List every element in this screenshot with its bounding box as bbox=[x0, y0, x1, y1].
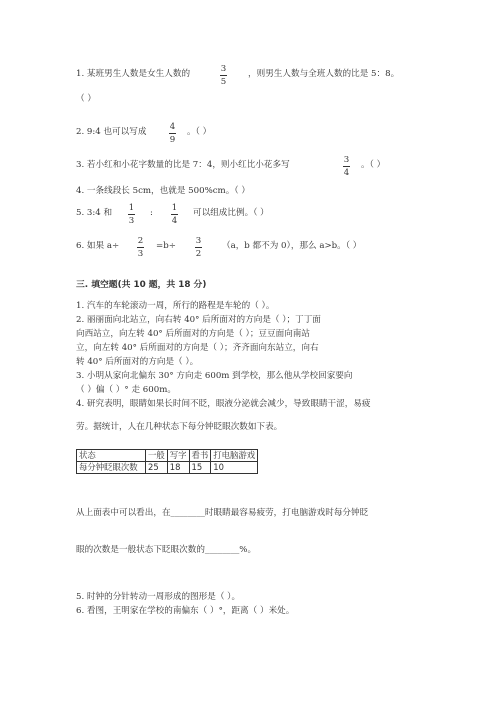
table-cell: 18 bbox=[167, 462, 189, 474]
question-2-text: 2. 9:4 也可以写成 bbox=[76, 127, 147, 137]
question-5-fraction-2 bbox=[171, 203, 178, 226]
fraction-numerator: 3 bbox=[195, 236, 202, 246]
question-5-text: 5. 3:4 和 bbox=[76, 208, 113, 218]
fill-line-5: 转 40° 后所面对的方向是（ ）。 bbox=[76, 357, 199, 367]
question-2-text-end: 。（ ） bbox=[187, 127, 212, 137]
fill-line-7: （ ）偏（ ）° 走 600m。 bbox=[76, 385, 176, 395]
after-line-2: 眼的次数是一般状态下眨眼次数的________%。 bbox=[76, 545, 257, 555]
question-1-text: 1. 某班男生人数是女生人数的 bbox=[76, 69, 191, 79]
fraction-numerator: 3 bbox=[220, 64, 227, 74]
question-4-text: 4. 一条线段长 5cm，也就是 500%cm。（ ） bbox=[76, 186, 250, 196]
fraction-bar bbox=[343, 166, 350, 167]
fraction-numerator: 1 bbox=[171, 203, 178, 213]
fill-line-2: 2. 丽丽面向北站立，向右转 40° 后所面对的方向是（ ）；丁丁面 bbox=[76, 315, 321, 325]
fill-line-1: 1. 汽车的车轮滚动一周，所行的路程是车轮的（ ）。 bbox=[76, 301, 275, 311]
fill-line-3: 向西站立，向左转 40° 后所面对的方向是（ ）；豆豆面向南站 bbox=[76, 329, 310, 339]
fill-line-8: 4. 研究表明，眼睛如果长时间不眨，眼液分泌就会减少，导致眼睛干涩，易疲 bbox=[76, 399, 371, 409]
table-row bbox=[77, 462, 258, 474]
table-cell: 状态 bbox=[77, 450, 146, 462]
table-cell: 15 bbox=[189, 462, 211, 474]
after-line-3: 5. 时钟的分针转动一周形成的图形是（ ）。 bbox=[76, 592, 241, 602]
fraction-denominator: 9 bbox=[169, 135, 176, 145]
question-5-colon: : bbox=[150, 208, 153, 218]
fraction-denominator: 2 bbox=[195, 249, 202, 259]
blink-rate-table bbox=[76, 449, 258, 474]
fraction-numerator: 4 bbox=[169, 122, 176, 132]
table-cell: 每分钟眨眼次数 bbox=[77, 462, 146, 474]
fill-line-6: 3. 小明从家向北偏东 30° 方向走 600m 到学校，那么他从学校回家要向 bbox=[76, 371, 353, 381]
question-6-text: 6. 如果 a÷ bbox=[76, 241, 120, 251]
question-3-text: 3. 若小红和小花字数量的比是 7：4，则小红比小花多写 bbox=[76, 160, 290, 170]
question-5-text-end: 可以组成比例。（ ） bbox=[193, 208, 269, 218]
fraction-numerator: 2 bbox=[137, 236, 144, 246]
fraction-denominator: 5 bbox=[220, 77, 227, 87]
question-1-answer-blank: （ ） bbox=[76, 94, 96, 104]
question-6-fraction-2 bbox=[195, 236, 202, 259]
fraction-bar bbox=[169, 133, 176, 134]
section-3-title: 三. 填空题(共 10 题，共 18 分) bbox=[76, 280, 207, 290]
table-cell: 25 bbox=[146, 462, 168, 474]
fraction-numerator: 1 bbox=[128, 203, 135, 213]
fraction-denominator: 3 bbox=[137, 249, 144, 259]
question-3-text-end: 。（ ） bbox=[361, 160, 386, 170]
after-line-1: 从上面表中可以看出，在________时眼睛最容易疲劳，打电脑游戏时每分钟眨 bbox=[76, 508, 369, 518]
fill-line-9: 劳。据统计，人在几种状态下每分钟眨眼次数如下表。 bbox=[76, 422, 283, 432]
question-2-fraction bbox=[169, 122, 176, 145]
question-6-text-end: （a，b 都不为 0），那么 a>b。（ ） bbox=[222, 241, 362, 251]
fraction-numerator: 3 bbox=[343, 155, 350, 165]
after-line-4: 6. 看图，王明家在学校的南偏东（ ）°，距离（ ）米处。 bbox=[76, 606, 295, 616]
question-3-fraction bbox=[343, 155, 350, 178]
fraction-denominator: 4 bbox=[171, 216, 178, 226]
fill-line-4: 立，向左转 40° 后所面对的方向是（ ）；齐齐面向东站立，向右 bbox=[76, 343, 319, 353]
question-1-fraction bbox=[220, 64, 227, 87]
fraction-bar bbox=[195, 247, 202, 248]
fraction-denominator: 4 bbox=[343, 168, 350, 178]
fraction-bar bbox=[220, 75, 227, 76]
table-header-row bbox=[77, 450, 258, 462]
fraction-bar bbox=[128, 214, 135, 215]
fraction-bar bbox=[137, 247, 144, 248]
question-6-fraction-1 bbox=[137, 236, 144, 259]
table-cell: 10 bbox=[211, 462, 258, 474]
fraction-denominator: 3 bbox=[128, 216, 135, 226]
question-6-text-mid: =b÷ bbox=[156, 241, 176, 251]
table-cell: 写字 bbox=[167, 450, 189, 462]
table-cell: 看书 bbox=[189, 450, 211, 462]
table-cell: 一般 bbox=[146, 450, 168, 462]
question-5-fraction-1 bbox=[128, 203, 135, 226]
fraction-bar bbox=[171, 214, 178, 215]
question-1-text-end: ，则男生人数与全班人数的比是 5：8。 bbox=[248, 69, 400, 79]
table-cell: 打电脑游戏 bbox=[211, 450, 258, 462]
